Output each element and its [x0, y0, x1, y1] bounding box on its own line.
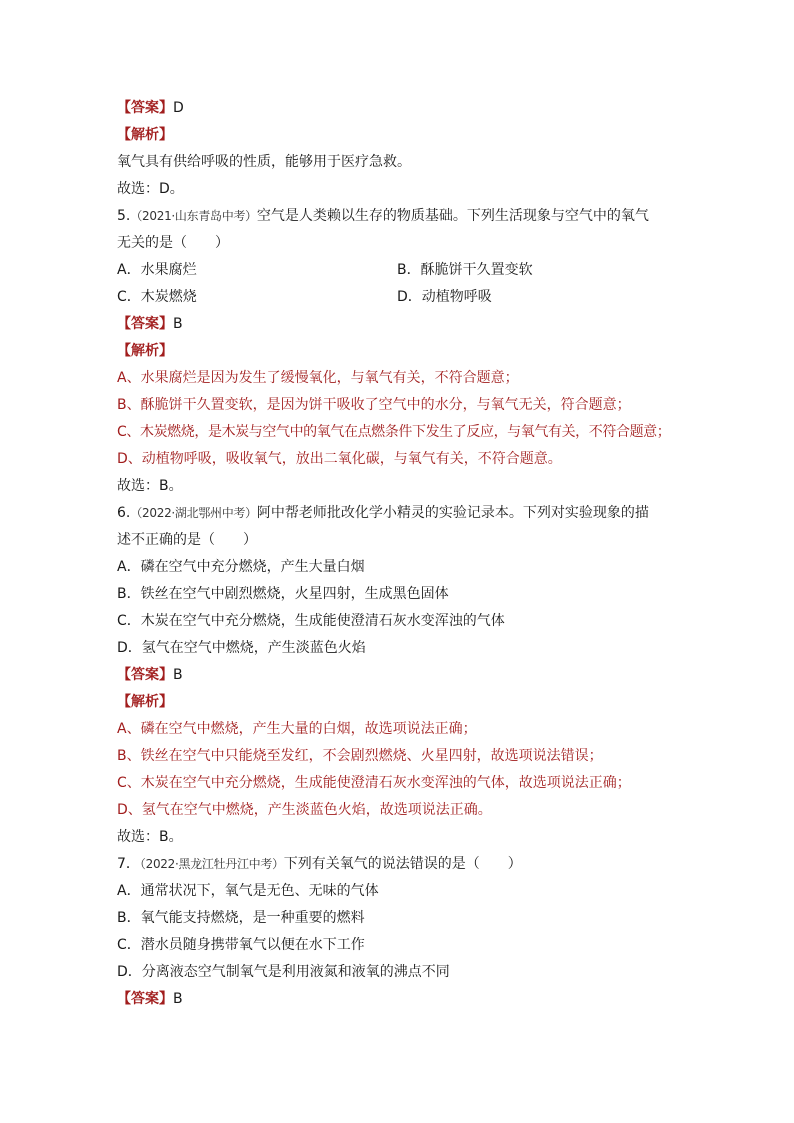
answer-line [117, 986, 677, 1013]
choice-text: 故选：B。 [117, 478, 183, 494]
question-source: （2022·黑龙江牡丹江中考） [139, 857, 284, 871]
choice-text: 故选：B。 [117, 829, 183, 845]
analysis-label: 【解析】 [117, 127, 173, 143]
analysis-text: A、磷在空气中燃烧，产生大量的白烟，故选项说法正确； [117, 721, 477, 737]
analysis-text: C、木炭燃烧，是木炭与空气中的氧气在点燃条件下发生了反应，与氧气有关，不符合题意； [117, 424, 671, 440]
answer-value: D [173, 100, 184, 116]
answer-label: 【答案】 [117, 100, 173, 116]
answer-value: B [173, 667, 183, 683]
answer-value: B [173, 991, 183, 1007]
choice-text: 故选：D。 [117, 181, 184, 197]
answer-line [117, 311, 677, 338]
question-number: 7． [117, 856, 140, 872]
question-number: 6. [117, 505, 131, 521]
answer-line [117, 662, 677, 689]
option-b: B．酥脆饼干久置变软 [397, 262, 533, 278]
analysis-text: B、酥脆饼干久置变软，是因为饼干吸收了空气中的水分，与氧气无关，符合题意； [117, 397, 631, 413]
analysis-label: 【解析】 [117, 694, 173, 710]
analysis-text: D、动植物呼吸，吸收氧气，放出二氧化碳，与氧气有关，不符合题意。 [117, 451, 562, 467]
question-source: （2022·湖北鄂州中考） [130, 506, 257, 520]
analysis-label: 【解析】 [117, 343, 173, 359]
option-c: C．潜水员随身携带氧气以便在水下工作 [117, 937, 365, 953]
option-a: A．磷在空气中充分燃烧，产生大量白烟 [117, 559, 365, 575]
option-a: A．水果腐烂 [117, 262, 197, 278]
question-stem-text: 空气是人类赖以生存的物质基础。下列生活现象与空气中的氧气 [256, 208, 649, 224]
question-stem-text: 阿中帮老师批改化学小精灵的实验记录本。下列对实验现象的描 [256, 505, 649, 521]
option-row [117, 284, 677, 311]
analysis-heading [117, 338, 677, 365]
question-stem [117, 500, 677, 527]
option-d: D．分离液态空气制氧气是利用液氮和液氧的沸点不同 [117, 964, 450, 980]
option-d: D．动植物呼吸 [397, 289, 492, 305]
analysis-heading [117, 122, 677, 149]
analysis-heading [117, 689, 677, 716]
option-d: D．氢气在空气中燃烧，产生淡蓝色火焰 [117, 640, 366, 656]
analysis-text: B、铁丝在空气中只能烧至发红，不会剧烈燃烧、火星四射，故选项说法错误； [117, 748, 603, 764]
question-stem [117, 851, 677, 878]
question-source: （2021·山东青岛中考） [130, 209, 257, 223]
question-stem-continued: 述不正确的是（ ） [117, 532, 257, 548]
option-c: C．木炭燃烧 [117, 289, 197, 305]
option-a: A．通常状况下，氧气是无色、无味的气体 [117, 883, 379, 899]
document-page [117, 95, 677, 1013]
answer-label: 【答案】 [117, 991, 173, 1007]
question-stem-continued: 无关的是（ ） [117, 235, 229, 251]
analysis-text: 氧气具有供给呼吸的性质，能够用于医疗急救。 [117, 154, 411, 170]
answer-label: 【答案】 [117, 667, 173, 683]
question-stem-text: 下列有关氧气的说法错误的是（ ） [283, 856, 522, 872]
question-stem [117, 203, 677, 230]
answer-value: B [173, 316, 183, 332]
option-b: B．铁丝在空气中剧烈燃烧，火星四射，生成黑色固体 [117, 586, 449, 602]
answer-label: 【答案】 [117, 316, 173, 332]
question-number: 5. [117, 208, 131, 224]
option-row [117, 257, 677, 284]
option-c: C．木炭在空气中充分燃烧，生成能使澄清石灰水变浑浊的气体 [117, 613, 505, 629]
analysis-text: D、氢气在空气中燃烧，产生淡蓝色火焰，故选项说法正确。 [117, 802, 492, 818]
analysis-text: A、水果腐烂是因为发生了缓慢氧化，与氧气有关，不符合题意； [117, 370, 519, 386]
option-b: B．氧气能支持燃烧，是一种重要的燃料 [117, 910, 365, 926]
analysis-text: C、木炭在空气中充分燃烧，生成能使澄清石灰水变浑浊的气体，故选项说法正确； [117, 775, 631, 791]
answer-line [117, 95, 677, 122]
